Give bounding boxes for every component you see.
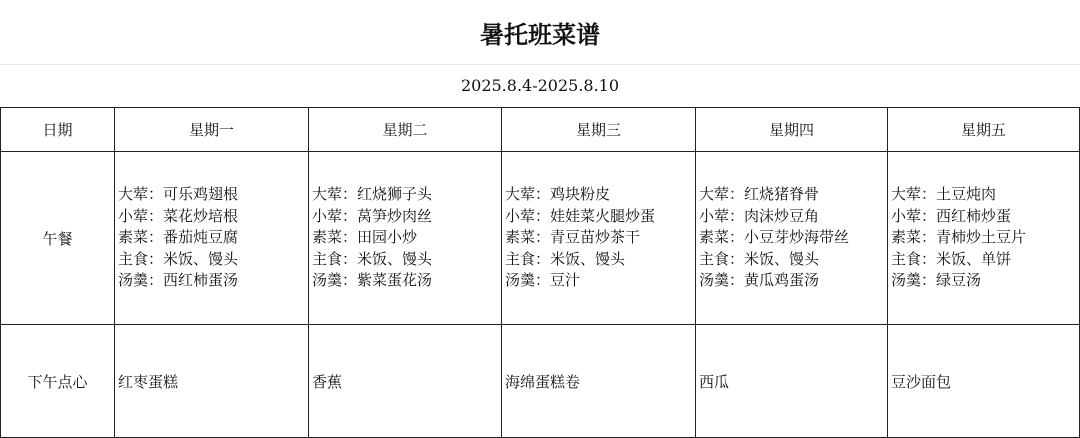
menu-line: 汤羹：西红柿蛋汤: [118, 271, 239, 290]
header-wednesday: 星期三: [502, 108, 696, 152]
lunch-wednesday: [502, 152, 696, 325]
menu-line: 素菜：青柿炒土豆片: [891, 228, 1027, 247]
menu-table: [0, 107, 1080, 438]
snack-thursday: 西瓜: [696, 325, 888, 438]
snack-row: [1, 325, 1080, 438]
snack-tuesday: 香蕉: [309, 325, 502, 438]
menu-line: 大荤：鸡块粉皮: [505, 185, 611, 204]
header-friday: 星期五: [888, 108, 1080, 152]
menu-line: 主食：米饭、馒头: [312, 249, 433, 268]
date-range: 2025.8.4-2025.8.10: [460, 76, 620, 95]
menu-line: 大荤：土豆炖肉: [891, 185, 997, 204]
menu-line: 大荤：可乐鸡翅根: [118, 185, 239, 204]
menu-line: 汤羹：豆汁: [505, 271, 581, 290]
snack-monday: 红枣蛋糕: [115, 325, 309, 438]
menu-line: 主食：米饭、馒头: [699, 249, 820, 268]
snack-label: 下午点心: [1, 325, 115, 438]
page-title: 暑托班菜谱: [0, 0, 1080, 65]
lunch-row: [1, 152, 1080, 325]
menu-line: 汤羹：紫菜蛋花汤: [312, 271, 433, 290]
menu-line: 小荤：肉沫炒豆角: [699, 206, 820, 225]
lunch-label: 午餐: [1, 152, 115, 325]
lunch-friday: [888, 152, 1080, 325]
menu-line: 主食：米饭、馒头: [118, 249, 239, 268]
menu-line: 小荤：娃娃菜火腿炒蛋: [505, 206, 656, 225]
header-monday: 星期一: [115, 108, 309, 152]
menu-line: 小荤：西红柿炒蛋: [891, 206, 1012, 225]
header-date: 日期: [1, 108, 115, 152]
snack-friday: 豆沙面包: [888, 325, 1080, 438]
lunch-monday: [115, 152, 309, 325]
lunch-tuesday: [309, 152, 502, 325]
menu-line: 大荤：红烧猪脊骨: [699, 185, 820, 204]
menu-line: 小荤：莴笋炒肉丝: [312, 206, 433, 225]
menu-line: 主食：米饭、单饼: [891, 249, 1012, 268]
menu-line: 主食：米饭、馒头: [505, 249, 626, 268]
menu-line: 汤羹：绿豆汤: [891, 271, 982, 290]
snack-wednesday: 海绵蛋糕卷: [502, 325, 696, 438]
menu-line: 大荤：红烧狮子头: [312, 185, 433, 204]
lunch-thursday: [696, 152, 888, 325]
header-tuesday: 星期二: [309, 108, 502, 152]
header-row: [1, 108, 1080, 152]
menu-line: 素菜：小豆芽炒海带丝: [699, 228, 850, 247]
menu-line: 素菜：番茄炖豆腐: [118, 228, 239, 247]
menu-line: 素菜：田园小炒: [312, 228, 418, 247]
menu-line: 素菜：青豆苗炒茶干: [505, 228, 641, 247]
menu-line: 小荤：菜花炒培根: [118, 206, 239, 225]
menu-line: 汤羹：黄瓜鸡蛋汤: [699, 271, 820, 290]
header-thursday: 星期四: [696, 108, 888, 152]
